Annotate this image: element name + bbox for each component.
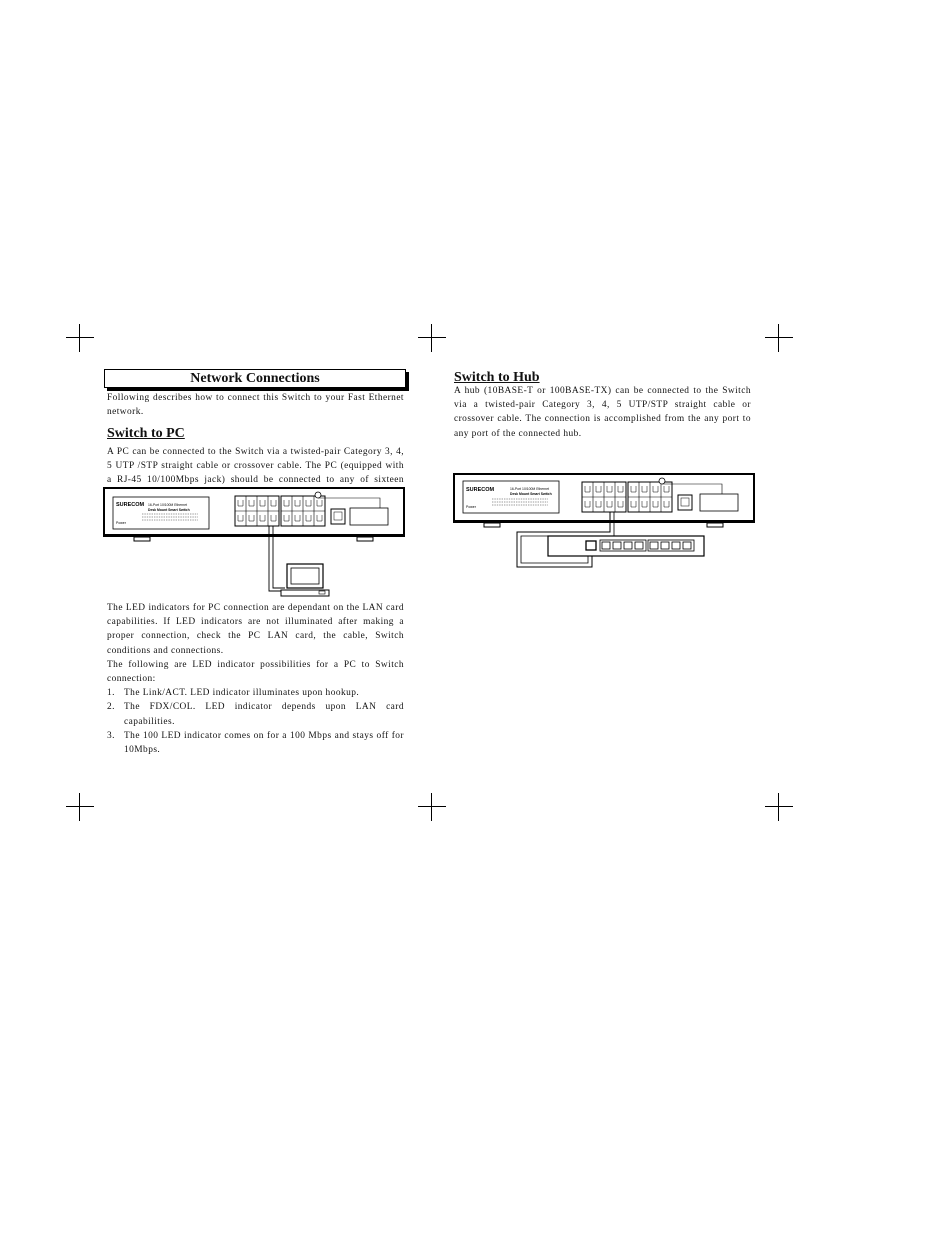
brand-logo: SURECOM [466,487,495,493]
section-heading-switch-to-pc: Switch to PC [107,426,185,441]
list-item: 1. The Link/ACT. LED indicator illuminates upon hookup. [107,688,360,699]
model-line-2: Desk Mount Smart Switch [148,508,190,512]
uplink-port [678,495,692,510]
port-block-2 [628,482,672,512]
crop-mark [66,793,94,821]
crop-mark [66,324,94,352]
brand-logo: SURECOM [116,502,145,508]
switch-to-pc-diagram [100,484,410,600]
front-label-panel [463,481,559,513]
pc-icon [281,564,329,596]
port-block-1 [235,496,279,526]
switch-to-hub-paragraph [454,384,751,441]
page-title: Network Connections [104,369,406,388]
port-block-2 [281,496,325,526]
model-line-1: 16-Port 10/100M Ethernet [148,503,188,507]
led-list [107,686,404,757]
crop-mark [765,793,793,821]
switch-to-hub-text: A hub (10BASE-T or 100BASE-TX) can be connected to the Switch via a twisted-pair Category 3, 4, 5 UTP/STP straight cable or crossover cable. The connection is accomplished from the any port to any port of the connected hub. [454,386,751,439]
power-label: Power [116,521,126,525]
power-label: Power [466,505,476,509]
list-item: 3. The 100 LED indicator comes on for a 100 Mbps and stays off for 10Mbps. [107,730,404,756]
switch-to-pc-text: A PC can be connected to the Switch via a twisted-pair Category 3, 4, 5 UTP /STP straight cable or crossover cable. The PC (equipped with a RJ-45 10/100Mbps jack) should be connected to any of sixteen [107,447,404,486]
model-line-1: 16-Port 10/100M Ethernet [510,487,550,491]
hub-ports [586,540,694,551]
led-paragraph [107,601,404,757]
expansion-slot [700,494,738,511]
led-text-1: The LED indicators for PC connection are dependant on the LAN card capabilities. If LED indicators are not illuminated after making a proper connection, check the PC LAN card, the cable, Switch conditions and connections. [107,603,404,656]
section-heading-switch-to-hub: Switch to Hub [454,370,540,385]
list-item: 2. The FDX/COL. LED indicator depends upon LAN card capabilities. [107,702,404,727]
crop-mark [418,793,446,821]
switch-to-hub-diagram [450,470,760,570]
intro-paragraph [107,391,404,419]
port-block-1 [582,482,626,512]
crop-mark [418,324,446,352]
led-text-2: The following are LED indicator possibilities for a PC to Switch connection: [107,659,404,685]
expansion-slot [350,508,388,525]
model-line-2: Desk Mount Smart Switch [510,492,552,496]
intro-text: Following describes how to connect this Switch to your Fast Ethernet network. [107,393,404,418]
crop-mark [765,324,793,352]
uplink-port [331,509,345,524]
